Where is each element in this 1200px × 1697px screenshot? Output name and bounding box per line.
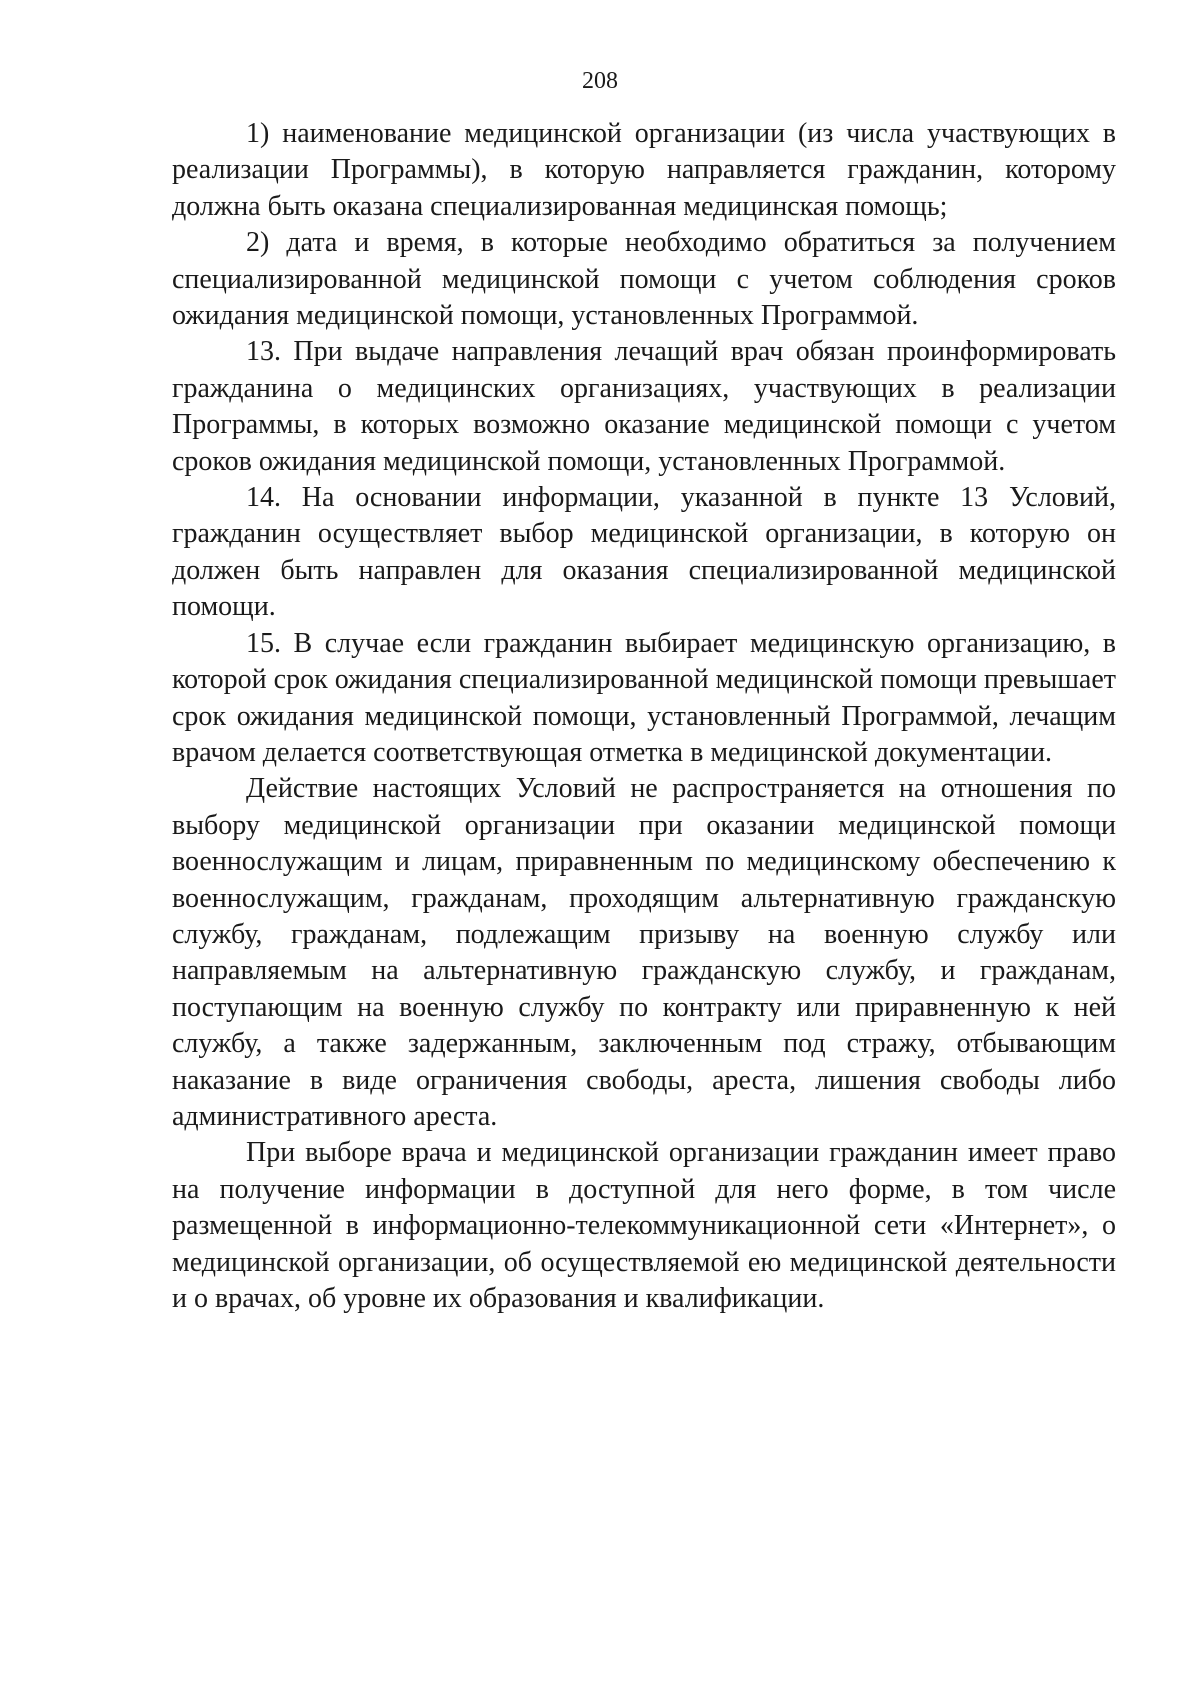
page-number: 208 (582, 68, 618, 94)
paragraph-section-13: 13. При выдаче направления лечащий врач обязан проинформировать гражданина о медицинских организациях, участвующих в реализации Программы, в которых возможно оказание медицинской помощи с учетом сроков ожидания медицинской помощи, установленных Программой. (172, 336, 1116, 477)
paragraph-item-1: 1) наименование медицинской организации (из числа участвующих в реализации Программы), в которую направляется гражданин, которому должна быть оказана специализированная медицинская помощь; (172, 118, 1116, 222)
paragraph-section-14: 14. На основании информации, указанной в пункте 13 Условий, гражданин осуществляет выбор медицинской организации, в которую он должен быть направлен для оказания специализированной медицинской помощи. (172, 482, 1116, 623)
paragraph-item-2: 2) дата и время, в которые необходимо обратиться за получением специализированной медицинской помощи с учетом соблюдения сроков ожидания медицинской помощи, установленных Программой. (172, 227, 1116, 332)
paragraph-scope-exclusion: Действие настоящих Условий не распространяется на отношения по выбору медицинской организации при оказании медицинской помощи военнослужащим и лицам, приравненным по медицинскому обеспечению к военнослужащим, гражданам, проходящим альтернативную гражданскую службу, гражданам, подлежащим призыву на военную службу или направляемым на альтернативную гражданскую службу, и гражданам, поступающим на военную службу по контракту или приравненную к ней службу, а также задержанным, заключенным под стражу, отбывающим наказание в виде ограничения свободы, ареста, лишения свободы либо административного ареста. (172, 773, 1116, 1132)
paragraph-section-15: 15. В случае если гражданин выбирает медицинскую организацию, в которой срок ожидания специализированной медицинской помощи превышает срок ожидания медицинской помощи, установленный Программой, лечащим врачом делается соответствующая отметка в медицинской документации. (172, 627, 1116, 768)
paragraph-information-right: При выборе врача и медицинской организации гражданин имеет право на получение информации в доступной для него форме, в том числе размещенной в информационно-телекоммуникационной сети «Интернет», о медицинской организации, об осуществляемой ею медицинской деятельности и о врачах, об уровне их образования и квалификации. (172, 1137, 1116, 1314)
document-body (172, 116, 1116, 1317)
